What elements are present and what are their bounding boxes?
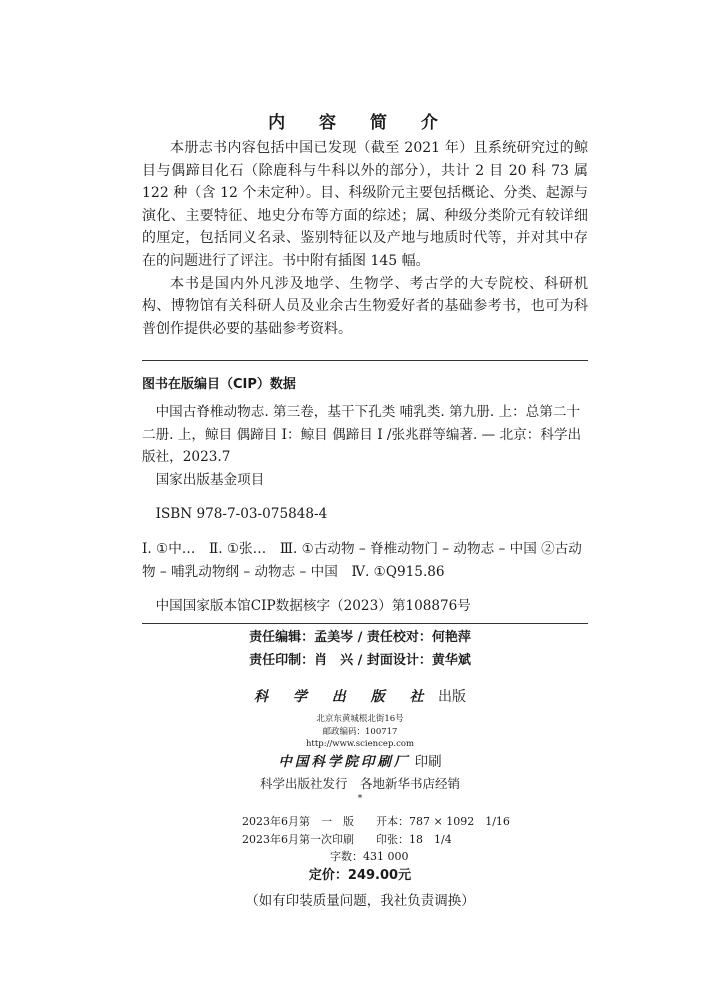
summary-paragraph-2: 本书是国内外凡涉及地学、生物学、考古学的大专院校、科研机构、博物馆有关科研人员及业余古生物爱好者的基础参考书，也可为科普创作提供必要的基础参考资料。	[142, 275, 588, 337]
editorial-credits	[0, 626, 720, 672]
cip-bibliographic-record: 中国古脊椎动物志. 第三卷，基干下孔类 哺乳类. 第九册. 上：总第二十二册. 上，鲸目 偶蹄目 I：鲸目 偶蹄目 I /张兆群等编著. — 北京：科学出版社，2023.7	[142, 404, 582, 466]
distribution-line: 科学出版社发行 各地新华书店经销	[259, 776, 460, 791]
publisher-url: http://www.sciencep.com	[305, 739, 415, 749]
publisher-postcode: 邮政编码：100717	[322, 726, 398, 737]
credits-line-2: 责任印制：肖 兴 / 封面设计：黄华斌	[249, 653, 471, 668]
edition-spec: 2023年6月第 一 版 开本：787 × 1092 1/16	[242, 815, 510, 828]
summary-title: 内 容 简 介	[268, 113, 452, 133]
quality-notice: （如有印装质量问题，我社负责调换）	[245, 893, 475, 909]
summary-paragraph-1: 本册志书内容包括中国已发现（截至 2021 年）且系统研究过的鲸目与偶蹄目化石（除鹿科与牛科以外的部分），共计 2 目 20 科 73 属 122 种（含 12 个未定种）。目、科级阶元主要包括概论、分类、起源与演化、主要特征、地史分布等方面的综述；属、种级分类阶元有较详细的厘定，包括同义名录、鉴别特征以及产地与地质时代等，并对其中存在的问题进行了评注。书中附有插图 145 幅。	[142, 140, 588, 269]
publisher-line	[0, 686, 720, 706]
cip-record	[142, 401, 588, 618]
cip-classification: Ⅰ. ①中… Ⅱ. ①张… Ⅲ. ①古动物 – 脊椎动物门 – 动物志 – 中国 ②古动物 – 哺乳动物纲 – 动物志 – 中国 Ⅳ. ①Q915.86	[142, 540, 582, 580]
cip-heading: 图书在版编目（CIP）数据	[142, 377, 296, 392]
top-divider	[142, 360, 588, 361]
publisher-address: 北京东黄城根北街16号	[316, 714, 404, 724]
printing-spec: 2023年6月第一次印刷 印张：18 1/4	[242, 833, 452, 846]
printer-name: 中国科学院印刷厂	[278, 754, 411, 770]
credits-line-1: 责任编辑：孟美岑 / 责任校对：何艳萍	[249, 630, 471, 645]
publisher-suffix: 出版	[437, 689, 466, 705]
separator-star: *	[357, 794, 363, 804]
cip-data-number: 中国国家版本馆CIP数据核字（2023）第108876号	[155, 598, 471, 615]
cip-isbn: ISBN 978-7-03-075848-4	[155, 506, 328, 523]
bottom-divider	[142, 623, 588, 624]
cip-fund-note: 国家出版基金项目	[155, 471, 265, 488]
word-count-spec: 字数：431 000	[242, 850, 409, 863]
publisher-address-block	[0, 713, 720, 751]
printer-suffix: 印刷	[414, 754, 442, 770]
price: 定价：249.00元	[308, 868, 412, 883]
printer-line	[0, 750, 720, 770]
publisher-name: 科 学 出 版 社	[254, 689, 434, 705]
summary-text	[142, 137, 588, 340]
